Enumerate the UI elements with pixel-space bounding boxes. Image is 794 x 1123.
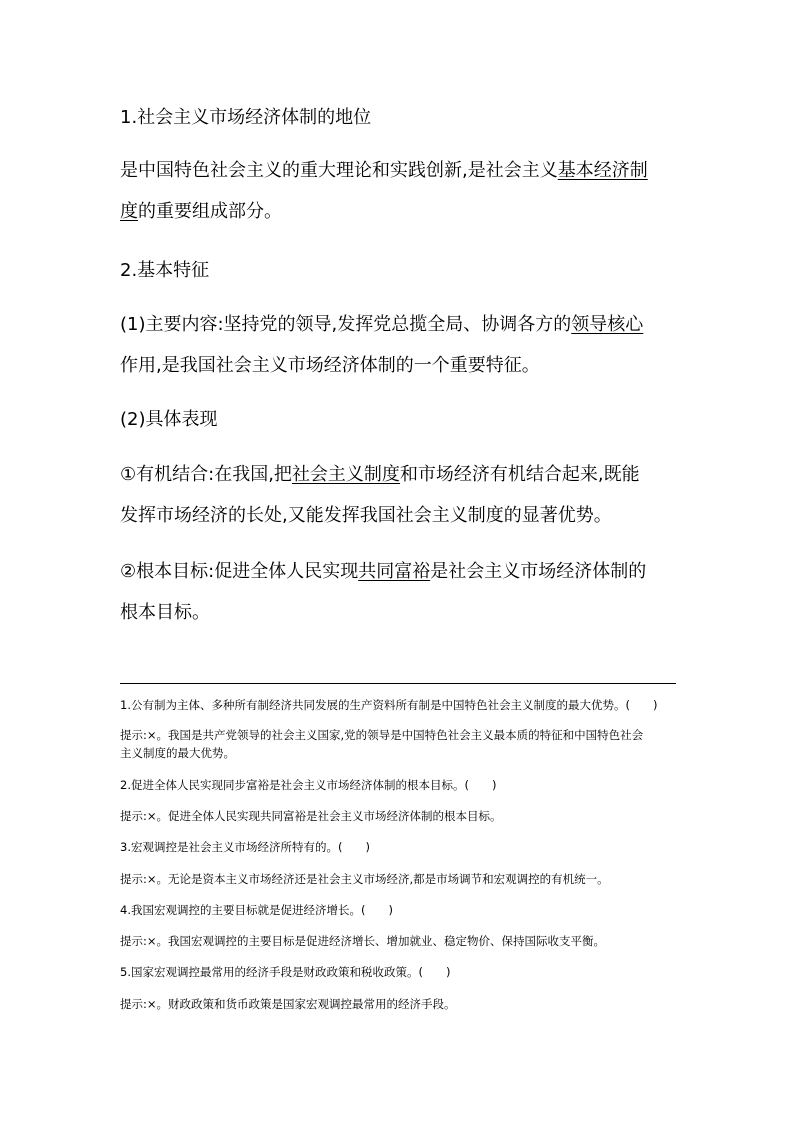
section-divider <box>120 683 676 684</box>
exercise-hint-4: 提示:×。我国宏观调控的主要目标是促进经济增长、增加就业、稳定物价、保持国际收支平衡。 <box>120 934 606 948</box>
underlined-keyword: 社会主义制度 <box>291 464 400 485</box>
fundamental-goal-line-1 <box>120 560 676 584</box>
position-paragraph-line-1 <box>120 159 676 183</box>
exercise-question-1: 1.公有制为主体、多种所有制经济共同发展的生产资料所有制是中国特色社会主义制度的最大优势。( ) <box>120 698 658 712</box>
exercise-question-2: 2.促进全体人民实现同步富裕是社会主义市场经济体制的根本目标。( ) <box>120 778 497 792</box>
text: 是社会主义市场经济体制的 <box>430 561 647 582</box>
position-paragraph-line-2 <box>120 200 676 224</box>
section-heading-features: 2.基本特征 <box>120 260 210 281</box>
exercise-hint-1-line-2: 主义制度的最大优势。 <box>120 746 235 760</box>
exercise-question-3: 3.宏观调控是社会主义市场经济所特有的。( ) <box>120 840 370 854</box>
text: 和市场经济有机结合起来,既能 <box>399 464 640 485</box>
main-content-line-2: 作用,是我国社会主义市场经济体制的一个重要特征。 <box>120 355 540 376</box>
exercise-hint-2: 提示:×。促进全体人民实现共同富裕是社会主义市场经济体制的根本目标。 <box>120 809 502 823</box>
underlined-keyword: 基本经济制 <box>557 160 648 181</box>
exercise-hint-1-line-1: 提示:×。我国是共产党领导的社会主义国家,党的领导是中国特色社会主义最本质的特征和中国特色社会 <box>120 728 644 742</box>
organic-combination-line-2: 发挥市场经济的长处,又能发挥我国社会主义制度的显著优势。 <box>120 505 612 526</box>
text: ②根本目标:促进全体人民实现 <box>120 561 359 582</box>
underlined-keyword: 领导核心 <box>571 314 644 335</box>
exercise-question-4: 4.我国宏观调控的主要目标就是促进经济增长。( ) <box>120 903 393 917</box>
text: (1)主要内容:坚持党的领导,发挥党总揽全局、协调各方的 <box>120 314 572 335</box>
subheading-specific-manifestation: (2)具体表现 <box>120 409 218 430</box>
exercise-question-5: 5.国家宏观调控最常用的经济手段是财政政策和税收政策。( ) <box>120 965 451 979</box>
exercise-hint-3: 提示:×。无论是资本主义市场经济还是社会主义市场经济,都是市场调节和宏观调控的有机统一。 <box>120 872 609 886</box>
underlined-keyword: 度 <box>120 201 138 222</box>
text: 是中国特色社会主义的重大理论和实践创新,是社会主义 <box>120 160 558 181</box>
main-content-line-1 <box>120 313 676 337</box>
section-heading-position: 1.社会主义市场经济体制的地位 <box>120 107 372 128</box>
exercise-hint-5: 提示:×。财政政策和货币政策是国家宏观调控最常用的经济手段。 <box>120 997 456 1011</box>
fundamental-goal-line-2: 根本目标。 <box>120 602 210 623</box>
text: 的重要组成部分。 <box>138 201 282 222</box>
text: ①有机结合:在我国,把 <box>120 464 292 485</box>
organic-combination-line-1 <box>120 463 676 487</box>
underlined-keyword: 共同富裕 <box>358 561 431 582</box>
